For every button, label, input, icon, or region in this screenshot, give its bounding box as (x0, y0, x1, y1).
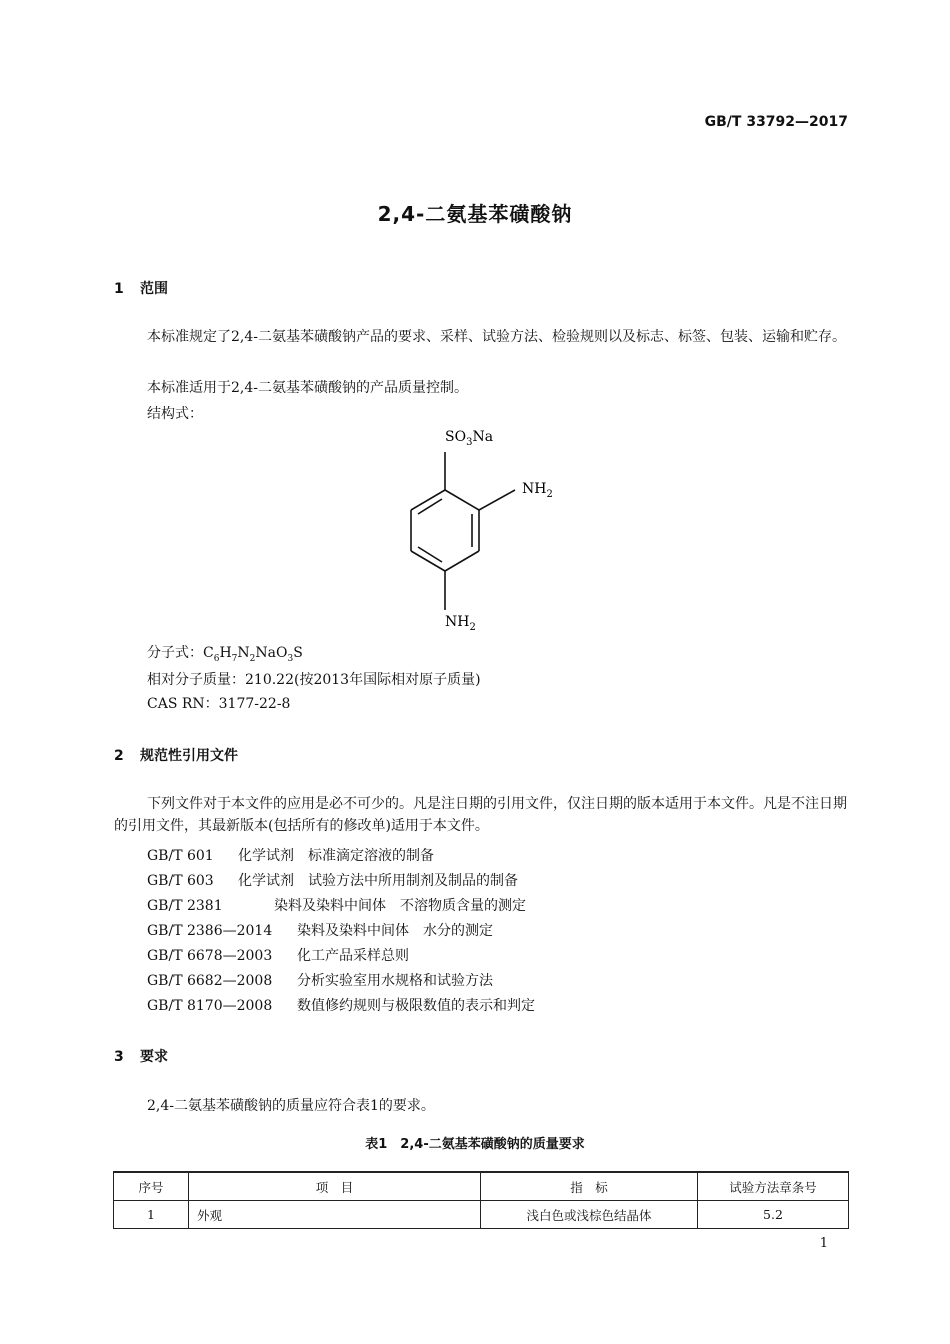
reference-code: GB/T 6678—2003 (147, 948, 273, 964)
reference-title: 化工产品采样总则 (297, 948, 409, 964)
reference-title: 化学试剂 标准滴定溶液的制备 (238, 848, 434, 864)
table-row (114, 1201, 849, 1229)
reference-code: GB/T 2386—2014 (147, 923, 273, 939)
reference-code: GB/T 2381 (147, 898, 223, 914)
structural-formula (395, 420, 575, 635)
molecular-mass: 相对分子质量：210.22(按2013年国际相对原子质量) (147, 672, 481, 688)
reference-code: GB/T 6682—2008 (147, 973, 273, 989)
reference-item (147, 970, 493, 990)
table-cell: 5.2 (698, 1201, 849, 1229)
reference-item (147, 870, 518, 890)
reference-code: GB/T 603 (147, 873, 214, 889)
table-header-row (114, 1172, 849, 1201)
reference-title: 分析实验室用水规格和试验方法 (297, 973, 493, 989)
reference-title: 染料及染料中间体 不溶物质含量的测定 (274, 898, 526, 914)
reference-code: GB/T 601 (147, 848, 214, 864)
reference-item (147, 845, 434, 865)
column-header: 序号 (114, 1172, 189, 1201)
table-cell: 外观 (189, 1201, 481, 1229)
section-number: 1 (114, 281, 124, 297)
column-header: 指 标 (481, 1172, 698, 1201)
section-3-heading (114, 1046, 168, 1066)
cas-number: CAS RN：3177-22-8 (147, 696, 291, 712)
column-header: 试验方法章条号 (698, 1172, 849, 1201)
sulfonate-group-label: $SO_3Na$ (445, 429, 494, 448)
table-cell: 1 (114, 1201, 189, 1229)
reference-item (147, 945, 409, 965)
amino-group-label: $NH_2$ (445, 614, 476, 633)
reference-item (147, 895, 526, 915)
scope-paragraph-2: 本标准适用于2,4-二氨基苯磺酸钠的产品质量控制。 (147, 380, 468, 396)
amino-group-label: $NH_2$ (522, 481, 553, 500)
requirements-table (113, 1171, 849, 1229)
reference-item (147, 920, 493, 940)
section-2-heading (114, 745, 238, 765)
reference-item (147, 995, 535, 1015)
reference-code: GB/T 8170—2008 (147, 998, 273, 1014)
molecular-formula: 分子式：$C_6H_7N_2NaO_3S$ (147, 645, 303, 664)
table-cell: 浅白色或浅棕色结晶体 (481, 1201, 698, 1229)
structure-label: 结构式： (147, 406, 203, 422)
section-number: 3 (114, 1049, 124, 1065)
section-number: 2 (114, 748, 124, 764)
section-1-heading (114, 278, 168, 298)
reference-title: 数值修约规则与极限数值的表示和判定 (297, 998, 535, 1014)
scope-paragraph-1: 本标准规定了2,4-二氨基苯磺酸钠产品的要求、采样、试验方法、检验规则以及标志、标签、包装、运输和贮存。 (147, 329, 846, 345)
reference-title: 染料及染料中间体 水分的测定 (297, 923, 493, 939)
references-intro: 下列文件对于本文件的应用是必不可少的。凡是注日期的引用文件，仅注日期的版本适用于本文件。凡是不注日期的引用文件，其最新版本(包括所有的修改单)适用于本文件。 (114, 796, 847, 834)
document-title: 2,4-二氨基苯磺酸钠 (377, 202, 573, 226)
section-title: 范围 (140, 281, 168, 297)
section-title: 规范性引用文件 (140, 748, 238, 764)
column-header: 项 目 (189, 1172, 481, 1201)
section-title: 要求 (140, 1049, 168, 1065)
formula-label: 分子式： (147, 645, 203, 661)
table-caption: 表1 2,4-二氨基苯磺酸钠的质量要求 (365, 1137, 585, 1152)
benzene-ring (411, 490, 479, 571)
substituent-bonds (445, 452, 515, 610)
requirements-paragraph: 2,4-二氨基苯磺酸钠的质量应符合表1的要求。 (147, 1098, 435, 1114)
reference-title: 化学试剂 试验方法中所用制剂及制品的制备 (238, 873, 518, 889)
standard-code: GB/T 33792—2017 (704, 114, 848, 130)
page-number: 1 (819, 1236, 828, 1251)
